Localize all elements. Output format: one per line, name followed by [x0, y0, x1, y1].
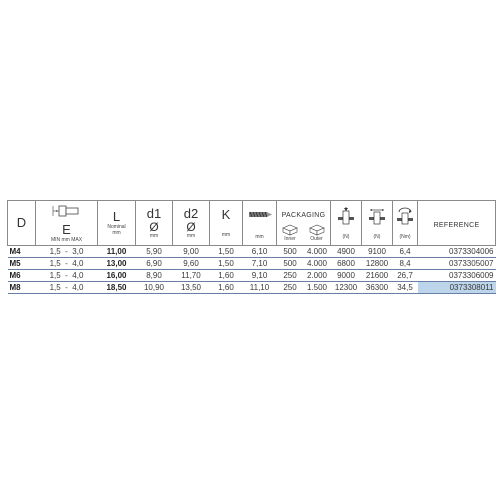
- cell-outer: 1.500: [304, 282, 331, 294]
- header-thread-unit: mm: [255, 233, 264, 240]
- cell-grip-dash: -: [65, 283, 68, 292]
- cell-outer: 4.000: [304, 246, 331, 258]
- cell-reference[interactable]: 0373304006: [418, 246, 496, 258]
- tensile-force-icon: [366, 207, 388, 229]
- cell-d2: 13,50: [173, 282, 210, 294]
- rivet-grip-icon: [49, 204, 85, 218]
- cell-thread: 6,10: [243, 246, 277, 258]
- cell-k: 1,60: [210, 282, 243, 294]
- cell-torque: 26,7: [393, 270, 418, 282]
- cell-grip-min: 1,5: [49, 259, 61, 268]
- cell-thread: 9,10: [243, 270, 277, 282]
- col-header-thread: [243, 201, 277, 246]
- header-e-range: MIN mm MAX: [50, 236, 83, 243]
- col-header-k: [210, 201, 243, 246]
- header-e-label: E: [62, 221, 71, 237]
- cell-d1: 5,90: [136, 246, 173, 258]
- cell-shear: 9000: [331, 270, 362, 282]
- header-l-nominal: Nominal: [107, 224, 126, 230]
- cell-grip-min: 1,5: [49, 271, 61, 280]
- cell-grip-range: [36, 258, 98, 270]
- cell-d2: 11,70: [173, 270, 210, 282]
- cell-reference[interactable]: 0373306009: [418, 270, 496, 282]
- col-header-torque: [393, 201, 418, 246]
- cell-thread: 7,10: [243, 258, 277, 270]
- header-d2-diameter-symbol: Ø: [186, 220, 196, 234]
- cell-length: 16,00: [98, 270, 136, 282]
- col-header-d1: [136, 201, 173, 246]
- header-l-label: L: [112, 209, 121, 224]
- cell-tensile: 21600: [362, 270, 393, 282]
- thread-screw-icon: [246, 207, 274, 221]
- shear-force-icon: [335, 207, 357, 229]
- outer-box-icon: [308, 224, 326, 236]
- header-k-label: K: [221, 207, 231, 222]
- cell-reference-selected[interactable]: 0373308011: [418, 282, 496, 294]
- header-d1-label: d1: [146, 206, 162, 221]
- cell-inner: 250: [277, 282, 304, 294]
- table-row: [8, 282, 496, 294]
- cell-grip-max: 4,0: [72, 283, 84, 292]
- cell-grip-dash: -: [65, 247, 68, 256]
- cell-grip-min: 1,5: [49, 247, 61, 256]
- cell-torque: 6,4: [393, 246, 418, 258]
- cell-shear: 4900: [331, 246, 362, 258]
- cell-grip-max: 4,0: [72, 271, 84, 280]
- header-d2-label: d2: [183, 206, 199, 221]
- header-d-label: D: [16, 215, 27, 230]
- cell-inner: 250: [277, 270, 304, 282]
- cell-reference[interactable]: 0373305007: [418, 258, 496, 270]
- cell-tensile: 12800: [362, 258, 393, 270]
- header-l-unit: mm: [112, 230, 121, 236]
- col-header-l: [98, 201, 136, 246]
- cell-grip-dash: -: [65, 259, 68, 268]
- col-header-d2: [173, 201, 210, 246]
- cell-torque: 34,5: [393, 282, 418, 294]
- cell-grip-max: 4,0: [72, 259, 84, 268]
- col-header-tensile: [362, 201, 393, 246]
- header-packaging-label: PACKAGING: [281, 212, 326, 219]
- header-tensile-unit: (N): [373, 233, 381, 240]
- cell-grip-min: 1,5: [49, 283, 61, 292]
- col-header-packaging: [277, 201, 331, 246]
- header-outer-label: Outer: [310, 236, 323, 242]
- header-d1-diameter-symbol: Ø: [149, 220, 159, 234]
- header-inner-label: Inner: [284, 236, 296, 242]
- cell-grip-dash: -: [65, 271, 68, 280]
- header-d2-unit: mm: [186, 233, 196, 239]
- header-reference-label: REFERENCE: [433, 222, 480, 229]
- product-spec-table-container: [7, 200, 495, 300]
- cell-d1: 8,90: [136, 270, 173, 282]
- col-header-d: [8, 201, 36, 246]
- cell-tensile: 9100: [362, 246, 393, 258]
- cell-length: 11,00: [98, 246, 136, 258]
- cell-outer: 2.000: [304, 270, 331, 282]
- cell-size: M4: [8, 246, 36, 258]
- cell-size: M6: [8, 270, 36, 282]
- cell-torque: 8,4: [393, 258, 418, 270]
- cell-d2: 9,00: [173, 246, 210, 258]
- inner-box-icon: [281, 224, 299, 236]
- cell-grip-max: 3,0: [72, 247, 84, 256]
- spec-table-body: [8, 246, 496, 294]
- cell-size: M5: [8, 258, 36, 270]
- header-d1-unit: mm: [149, 233, 159, 239]
- cell-k: 1,50: [210, 246, 243, 258]
- torque-icon: [394, 207, 416, 229]
- cell-grip-range: [36, 246, 98, 258]
- cell-d1: 6,90: [136, 258, 173, 270]
- header-k-unit: mm: [221, 232, 231, 238]
- cell-size: M8: [8, 282, 36, 294]
- cell-thread: 11,10: [243, 282, 277, 294]
- cell-grip-range: [36, 270, 98, 282]
- cell-length: 13,00: [98, 258, 136, 270]
- cell-shear: 6800: [331, 258, 362, 270]
- cell-grip-range: [36, 282, 98, 294]
- cell-tensile: 36300: [362, 282, 393, 294]
- cell-k: 1,60: [210, 270, 243, 282]
- col-header-e: [36, 201, 98, 246]
- cell-d2: 9,60: [173, 258, 210, 270]
- header-shear-unit: (N): [342, 233, 350, 240]
- table-row: [8, 246, 496, 258]
- cell-k: 1,50: [210, 258, 243, 270]
- col-header-reference: [418, 201, 496, 246]
- cell-outer: 4.000: [304, 258, 331, 270]
- header-row: [8, 201, 496, 246]
- col-header-shear: [331, 201, 362, 246]
- cell-d1: 10,90: [136, 282, 173, 294]
- spec-table: [7, 200, 496, 294]
- table-row: [8, 270, 496, 282]
- cell-inner: 500: [277, 258, 304, 270]
- cell-inner: 500: [277, 246, 304, 258]
- cell-shear: 12300: [331, 282, 362, 294]
- table-row: [8, 258, 496, 270]
- header-torque-unit: (Nm): [399, 233, 411, 240]
- cell-length: 18,50: [98, 282, 136, 294]
